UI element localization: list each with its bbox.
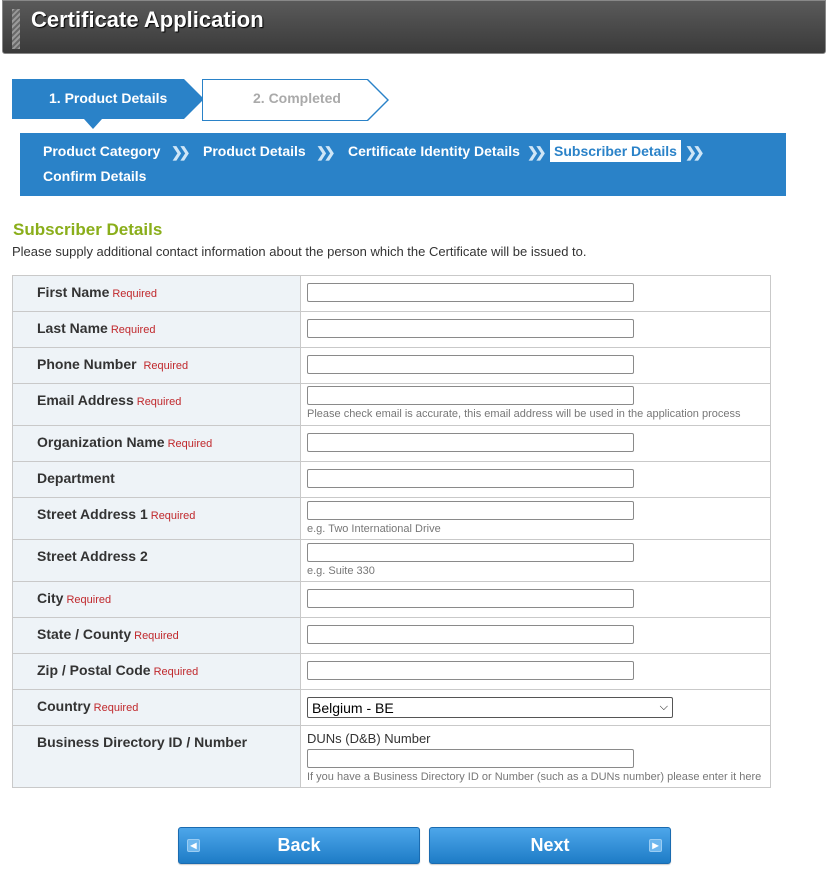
page-title: Certificate Application <box>31 7 264 32</box>
street-2-label: Street Address 2 <box>37 548 148 564</box>
required-marker: Required <box>167 438 213 450</box>
nav-item-subscriber-details[interactable]: Subscriber Details <box>550 140 681 162</box>
form-row-zip <box>13 654 771 690</box>
required-marker: Required <box>66 594 112 606</box>
country-select[interactable] <box>307 697 673 718</box>
required-marker: Required <box>143 360 189 372</box>
form-row-email <box>13 384 771 426</box>
back-button-label: Back <box>277 835 321 855</box>
section-description: Please supply additional contact information about the person which the Certificate will be issued to. <box>12 244 587 259</box>
arrow-right-icon: ▶ <box>649 839 662 852</box>
street-1-hint: e.g. Two International Drive <box>307 523 441 535</box>
form-row-street-2 <box>13 540 771 582</box>
form-row-first-name <box>13 276 771 312</box>
department-input[interactable] <box>307 469 634 488</box>
required-marker: Required <box>110 324 156 336</box>
street-2-input[interactable] <box>307 543 634 562</box>
city-input[interactable] <box>307 589 634 608</box>
step-completed <box>202 79 389 121</box>
progress-nav <box>20 133 786 196</box>
zip-input[interactable] <box>307 661 634 680</box>
duns-label: DUNs (D&B) Number <box>307 731 431 746</box>
department-label: Department <box>37 470 115 486</box>
city-label: City <box>37 590 64 606</box>
section-title: Subscriber Details <box>13 220 163 239</box>
organization-input[interactable] <box>307 433 634 452</box>
nav-item-confirm-details[interactable]: Confirm Details <box>43 168 147 184</box>
arrow-left-icon: ◀ <box>187 839 200 852</box>
street-1-input[interactable] <box>307 501 634 520</box>
required-marker: Required <box>134 630 179 642</box>
first-name-label: First Name <box>37 284 110 300</box>
header-grip <box>12 9 20 49</box>
email-input[interactable] <box>307 386 634 405</box>
next-button-label: Next <box>530 835 570 855</box>
country-label: Country <box>37 698 91 714</box>
zip-label: Zip / Postal Code <box>37 662 151 678</box>
street-2-hint: e.g. Suite 330 <box>307 565 375 577</box>
required-marker: Required <box>153 666 199 678</box>
last-name-label: Last Name <box>37 320 108 336</box>
required-marker: Required <box>150 510 196 522</box>
form-row-state <box>13 618 771 654</box>
page-header <box>2 0 826 54</box>
phone-label: Phone Number <box>37 356 137 372</box>
country-selected-value: Belgium - BE <box>312 700 394 716</box>
nav-item-product-details[interactable]: Product Details <box>203 143 306 159</box>
back-button[interactable] <box>178 827 420 864</box>
form-row-organization <box>13 426 771 462</box>
step-2-label: 2. Completed <box>253 90 341 106</box>
chevron-down-icon: ⌵ <box>659 701 668 713</box>
chevron-right-icon: ❯❯ <box>171 144 187 160</box>
step-1-label: 1. Product Details <box>49 90 168 106</box>
required-marker: Required <box>112 288 157 300</box>
form-row-country <box>13 690 771 726</box>
form-row-department <box>13 462 771 498</box>
last-name-input[interactable] <box>307 319 634 338</box>
state-input[interactable] <box>307 625 634 644</box>
required-marker: Required <box>93 702 139 714</box>
next-button[interactable] <box>429 827 671 864</box>
chevron-right-icon: ❯❯ <box>316 144 332 160</box>
form-row-phone <box>13 348 771 384</box>
required-marker: Required <box>136 396 182 408</box>
business-id-hint: If you have a Business Directory ID or Number (such as a DUNs number) please enter it here <box>307 771 762 783</box>
street-1-label: Street Address 1 <box>37 506 148 522</box>
form-row-last-name <box>13 312 771 348</box>
form-row-city <box>13 582 771 618</box>
subscriber-form <box>12 275 771 788</box>
business-id-label: Business Directory ID / Number <box>37 734 248 750</box>
form-row-business-id <box>13 726 771 788</box>
state-label: State / County <box>37 626 132 642</box>
email-hint: Please check email is accurate, this email address will be used in the application process <box>307 408 741 420</box>
organization-label: Organization Name <box>37 434 165 450</box>
active-step-pointer <box>84 119 102 129</box>
email-label: Email Address <box>37 392 134 408</box>
first-name-input[interactable] <box>307 283 634 302</box>
step-product-details <box>12 79 204 119</box>
phone-input[interactable] <box>307 355 634 374</box>
chevron-right-icon: ❯❯ <box>527 144 543 160</box>
nav-item-certificate-identity[interactable]: Certificate Identity Details <box>348 143 520 159</box>
nav-item-product-category[interactable]: Product Category <box>43 143 161 159</box>
duns-input[interactable] <box>307 749 634 768</box>
form-row-street-1 <box>13 498 771 540</box>
chevron-right-icon: ❯❯ <box>685 144 701 160</box>
